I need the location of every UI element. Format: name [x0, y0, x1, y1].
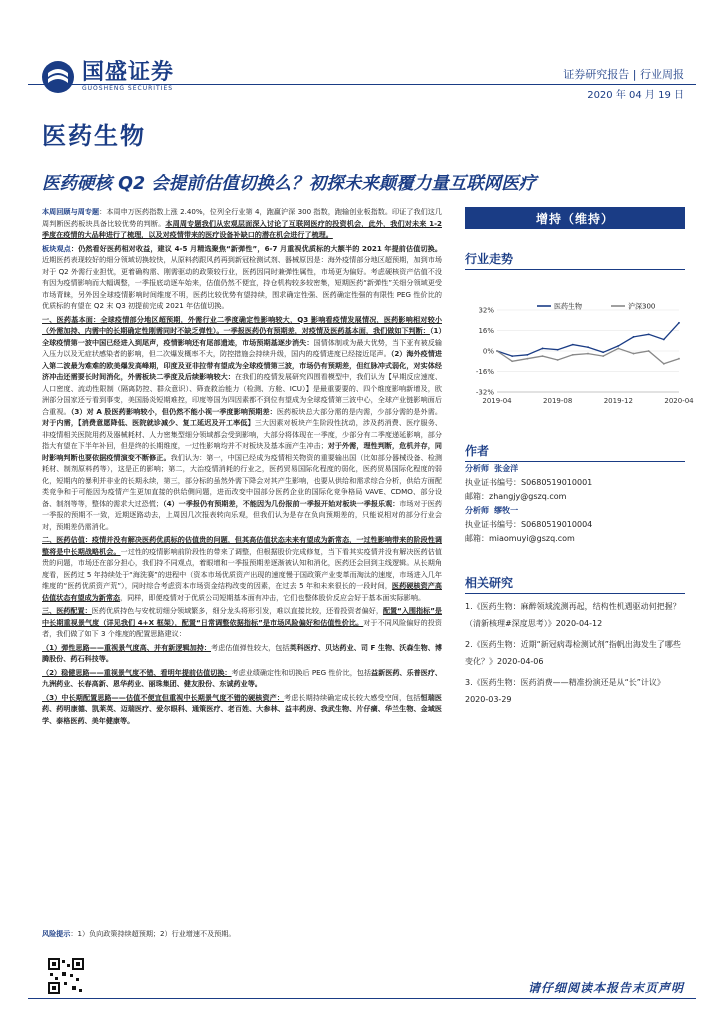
author-1 [465, 462, 685, 476]
point-heading: （3）对 A 股医药影响较小，但仍然不能小视一季度影响预期差： [70, 406, 277, 416]
data-point [587, 353, 589, 355]
section-heading: 二、医药估值：疫情并没有解决医药优质标的估值贵的问题，但其高估值状态未来有望成为新常态，一过性影响带来的阶段性调整将是中长期战略机会。 [42, 535, 442, 556]
text: 我们认为：第一，中国已经成为疫情相关物资的重要输出国（比如部分器械设备、检测耗材、制剂原料药等），这是正的影响；第二，大治疫情消耗的行业之，医药贸易国际化程度的弱化，医药贸易国际化程度的弱化，短期内的暴利并非业的长期永续，第三，部分标的虽然外需下降会对其产生影响，也要从供给和需求综合分析，供给方面配类竞争和于可能因为疫情产生更加直接的供给侧问题，进而改变中国部分医药企业的国际化竞争格局 VAVE、CDMO、部分设备、制剂等等，整体的需求大过恐慌； [42, 452, 443, 508]
data-point [542, 348, 544, 350]
cert: 执业证书编号：S0680519010004 [465, 520, 593, 529]
allocation-item-3 [42, 692, 442, 727]
text: 国情体制或为最大优势，当下亚有被反输入压力以及无症状感染者的影响，但二次爆发概率不大，防控措施会持续升级，国内的疫情进度已经接近尾声。 [42, 337, 443, 358]
y-tick-label: 0% [482, 347, 494, 356]
label: 本周回顾与周专题 [42, 207, 100, 216]
text: ：1）负向政策持续超预期；2）行业增速不及预期。 [70, 929, 236, 938]
highlight: 医药硬核资产高估值状态有望成为新常态 [42, 581, 442, 602]
data-point [587, 346, 589, 348]
related-item[interactable]: 3.《医药生物：医药消费——精准扮演还是从“长”计议》2020-03-29 [465, 678, 665, 704]
report-title: 医药硬核 Q2 会提前估值切换么？初探未来颠覆力量互联网医疗 [42, 174, 537, 194]
x-tick-label: 2019-04 [482, 397, 512, 405]
name: 张金洋 [494, 464, 519, 473]
data-point [572, 354, 574, 356]
text: 考虑业绩确定性和切换后 PEG 性价比，包括 [231, 667, 372, 677]
allocation [42, 605, 442, 640]
sector-title: 医药生物 [42, 122, 146, 150]
stock-list: 益新医药、乐普医疗、九洲药业、长春高新、恩华药业、丽珠集团、健友股份、东诚药业等。 [42, 667, 443, 688]
legend-label: 沪深300 [628, 302, 656, 311]
role: 分析师 [465, 464, 489, 473]
allocation-item-2 [42, 667, 442, 690]
x-tick-label: 2020-04 [664, 397, 694, 405]
fundamentals [42, 314, 442, 533]
y-tick-label: 32% [478, 306, 494, 315]
company-logo [40, 58, 174, 96]
text: 考虑长期持续确定成长较大感受空间，包括 [284, 692, 421, 702]
text: 对于不同风险偏好的投资者，我们做了如下 3 个维度的配置思路建议： [42, 617, 443, 638]
data-point [678, 358, 680, 360]
related-research [465, 598, 685, 712]
y-tick-label: -16% [475, 368, 494, 376]
x-tick-label: 2019-08 [543, 397, 573, 405]
text: 医药优质持色与安枕切细分领域繁多，细分龙头将形引发，难以直接比较，还看投资者偏好， [91, 606, 383, 615]
point-heading: （1）全球疫情第一波中国已经进入到尾声，疫情影响还有尾部遗迹，市场预期基逐步消失： [42, 326, 442, 347]
item-heading: （3）中长期配置思路——估值不便宜但重视中长期景气度不错的硬核资产： [42, 692, 285, 702]
footer-disclaimer[interactable]: 请仔细阅读本报告末页声明 [527, 981, 684, 995]
footer [0, 976, 724, 1000]
data-point [663, 339, 665, 341]
cert: 执业证书编号：S0680519010001 [465, 478, 593, 487]
point-heading: （4）一季报仍有预期差，不能因为几份报前一季报开始对板块一季报乐观： [162, 498, 400, 508]
point-heading: （2）海外疫情进入第二波最为难难的欧美爆发高峰期，印度及亚非拉带有望成为全球疫情第三波，市场仍有预期差，但红脉冲式弱化，对实体经济冲击还需要长时间消化，外需板块二季度及后续影响较大： [42, 349, 442, 381]
text: ：本周申万医药指数上涨 2.40%，位列全行业第 4，跑赢沪深 300 指数，跑输创业板指数。印证了我们这几周判断医药板块具备比较优势的判断。 [42, 207, 443, 228]
text: 医药板块总大部分需的是内需，少部分需的是外需。 [276, 406, 443, 416]
text: 一过性的疫情影响前阶段性的带来了调整，但根据股价完成修复，当下看其实疫情并没有解决医药估值贵的问题，市场还在部分担心，我们持不同观点，着眼增和一季报预期差逐渐被认知和消化，医药还会回到主线逻辑。从长期角度看，医药过 5 年持续处于“海洗赛”的进程中（资本市场优质资产出现的速度慢于国政策产业变革而淘汰的速度，市场进入几年维度的“医药优质资产荒”），同时综合考虑资本市场资金结构改变的因素，在过去 5 年和未来很长的一段时间， [42, 546, 443, 590]
risk-warning [42, 928, 442, 939]
weekly-review [42, 206, 442, 241]
highlight: 同时影响判断也要依据疫情演变不断修正。 [42, 441, 443, 462]
data-point [542, 355, 544, 357]
text: 市场对于医药一季报的预期不一致，近期逐路动去，上周因几次报表转向乐观，但我们认为是存在负向预期差的，只能说相对的部分行业会对，预期差仍需消化。 [42, 498, 442, 531]
text: 三大因素对板块产生阶段性扰动，涉及药消费、医疗服务、非疫情相关医院用药及器械耗材、人力密集型细分领域都会受到影响，大部分将体现在一季度，少部分有二季度递延影响，部分指大有望在下半年补回，但是终的长期维度，一过性影响均并不对板块及基本面产生冲击； [42, 418, 443, 450]
related-heading: 相关研究 [465, 574, 685, 594]
data-point [617, 345, 619, 347]
section-heading: 三、医药配置： [42, 606, 92, 615]
highlight: ：仍然看好医药相对收益，建议 4-5 月精选聚焦“新弹性”，6-7 月重视优质标的大额半的 2021 年提前估值切换。 [70, 243, 443, 253]
label: 风险提示 [42, 929, 71, 938]
data-point [511, 355, 513, 357]
data-point [557, 359, 559, 361]
data-point [557, 349, 559, 351]
data-point [633, 353, 635, 355]
report-type: 证券研究报告 | 行业周报 [563, 68, 684, 81]
text: 近期医药表现较好的细分领域切换较快，从原料药跟风药再到新冠检测试剂、器械原因是：海外疫情部分地区超预期，加到市场对于 Q2 外需行业担忧，更着确构需、刚需驱动的政策较行业，医药因同时兼弹性属性，市场更为偏好。考虑硬核资产估值不没有因为疫情影响而大幅调整，一季报底动逐车始来，估值仍然不便宜，持仓机构较多较密集，短期医药“新弹性”关细分领域更受市场青睐，另外因全球疫情影响时间维度不明，医药比较优势有望持续，围求确定性强、医药确定性强的有限性 PEG 性价比的优质标的有望在 Q2 末 Q3 初提前完成 2021 年估值切换。 [42, 255, 442, 310]
text: 考虑估值弹性较大，包括 [211, 642, 290, 652]
rating-badge: 增持（维持） [465, 207, 685, 229]
stock-list: 英科医疗、贝达药业、司 F 生物、沃森生物、博腾股份、药石科技等。 [42, 642, 442, 663]
data-point [526, 358, 528, 360]
logo-name-en: GUOSHENG SECURITIES [82, 85, 174, 92]
legend-label: 医药生物 [554, 302, 582, 311]
highlight: 对于内需，【消费意愿降低、医院就诊减少、复工延迟及开工率低】 [42, 418, 255, 427]
data-point [633, 336, 635, 338]
item-heading: （2）稳健思路——重视景气度不错、看明年提前估值切换： [42, 667, 232, 677]
data-point [496, 350, 498, 352]
data-point [617, 348, 619, 350]
data-point [572, 344, 574, 346]
y-tick-label: 16% [478, 327, 494, 335]
highlight: 配置“入围指标”是中长期重视景气度（详见我们 4+X 框架），配置“日常调整依据指标”是市场风险偏好和估值性价比。 [42, 606, 443, 627]
highlight: 对于外需，理性判断，危机并存， [327, 441, 435, 450]
related-item[interactable]: 2.《医药生物：近期“新冠病毒检测试剂”指帆出海发生了哪些变化？》2020-04-06 [465, 640, 681, 666]
label: 板块观点 [42, 243, 71, 253]
trend-chart [465, 300, 694, 430]
item-heading: （1）弹性思路——重视景气度高、并有新逻辑加持： [42, 642, 212, 652]
series-line [497, 348, 679, 363]
text: 在我们的疫情发展研究四围看模型中，我们认为【早期反应速度、人口密度、流动性限制（隔离防控、群众意识）、筛查救治能力（检测、方舱、ICU）】是最重要要的、四个维度影响新增及，欧洲部分国家还亏看到事变，美国肠炎短期难控，印度等国为四因素都不到位有望成为全球疫情第三波中心，全球产业链影响面后合重视。 [42, 372, 443, 416]
x-tick-label: 2019-12 [603, 397, 633, 405]
valuation [42, 534, 442, 603]
allocation-item-1 [42, 642, 442, 665]
authors-heading: 作者 [465, 442, 685, 462]
report-body [42, 206, 442, 728]
email[interactable]: 邮箱：miaomuyi@gszq.com [465, 534, 575, 543]
data-point [648, 333, 650, 335]
text: ，同样，即便疫情对于优质公司短期基本面有冲击，它们也整体股价反应会好于基本面实际影响。 [120, 592, 426, 602]
name: 缪牧一 [494, 506, 519, 515]
stock-list: 恒瑞医药、药明康德、凯莱英、迈瑞医疗、爱尔眼科、通策医疗、老百姓、大参林、益丰药房、我武生物、片仔癀、华兰生物、金域医学、泰格医药、美年健康等。 [42, 692, 443, 725]
data-point [602, 355, 604, 357]
section-heading: 一、医药基本面：全球疫情部分地区超预期，外需行业二季度确定性影响较大，Q3 影响看疫情发展情况，医药影响相对较小（外需加持、内需中的长期确定性刚需同时不缺乏弹性）。一季报医药仍有预期差，对疫情及医药基本面，我们做如下判断： [42, 314, 442, 335]
data-point [602, 351, 604, 353]
logo-icon [40, 59, 76, 95]
email[interactable]: 邮箱：zhangjy@gszq.com [465, 492, 567, 501]
data-point [663, 363, 665, 365]
data-point [648, 350, 650, 352]
header-divider [28, 84, 696, 85]
y-tick-label: -32% [475, 388, 494, 397]
authors [465, 462, 685, 546]
data-point [678, 322, 680, 324]
data-point [511, 360, 513, 362]
logo-name: 国盛证券 [82, 60, 175, 85]
footer-divider [28, 998, 696, 999]
related-item[interactable]: 1.《医药生物：麻醉领域流测再起，结构性机遇驱动何把握？（清新核理#深度思考）》2020-04-12 [465, 602, 681, 628]
trend-heading: 行业走势 [465, 250, 685, 270]
sector-view [42, 243, 442, 312]
report-date: 2020 年 04 月 19 日 [587, 90, 684, 101]
data-point [526, 354, 528, 356]
highlight: 本周周专题我们从宏观层面深入讨论了互联网医疗的投资机会，此外，我们对未来 1-2 季度在疫情的大品种进行了梳理，以及对疫情带来的医疗设备补缺口的潜在机会进行了梳理。 [42, 218, 442, 239]
role: 分析师 [465, 506, 489, 515]
author-2 [465, 504, 685, 518]
